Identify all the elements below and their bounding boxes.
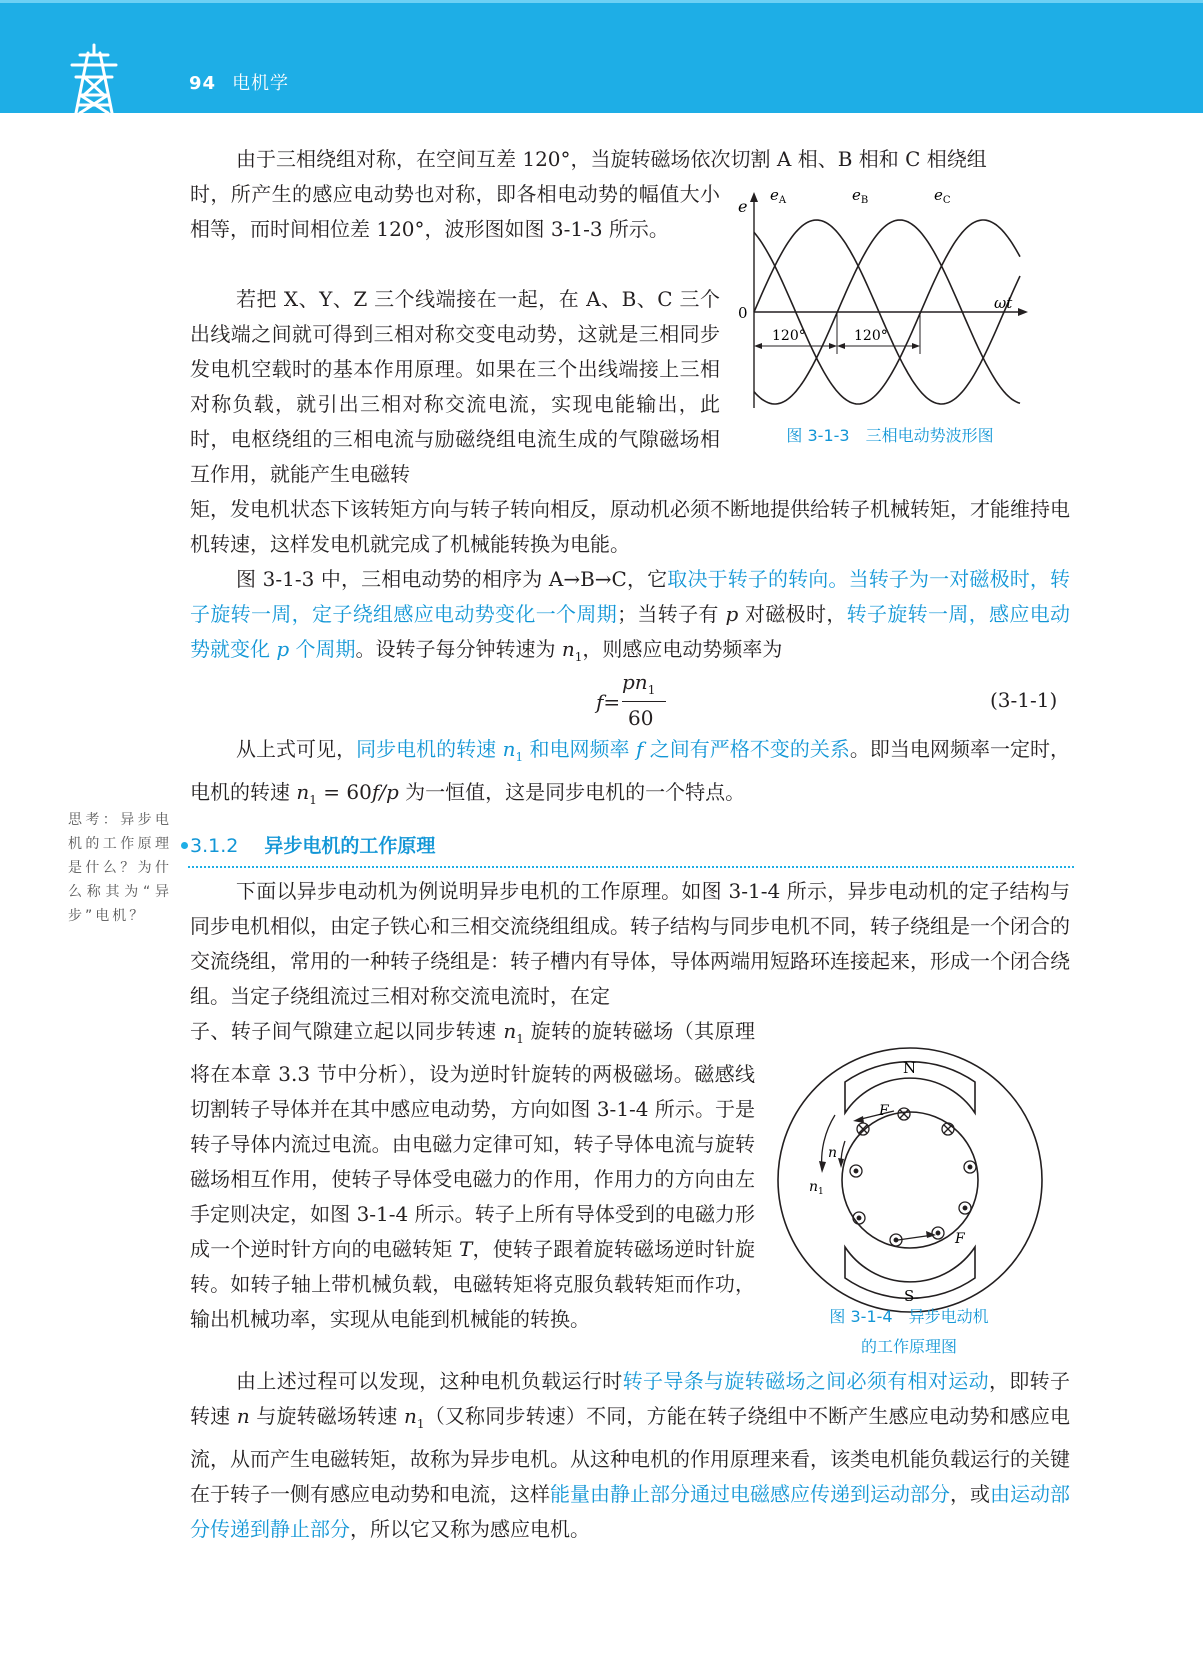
figure-3-1-4-caption-line-1: 图 3-1-4 异步电动机 [829, 1307, 989, 1326]
section-heading [188, 826, 1074, 868]
power-tower-logo-icon [66, 43, 122, 115]
conductor-dot-icon [850, 1165, 862, 1177]
label-eC: $e_C$ [934, 186, 951, 206]
angle-label-1: 120° [772, 328, 806, 344]
section-number: 3.1.2 [190, 835, 239, 857]
paragraph-1-rest: 时，所产生的感应电动势也对称，即各相电动势的幅值大小相等，而时间相位差 120°，波形图如图 3-1-3 所示。 [190, 182, 720, 241]
waveform-figure [730, 186, 1030, 416]
wt-axis-arrow-icon [1018, 308, 1028, 316]
e-axis-arrow-icon [750, 192, 758, 202]
axis-e-label: e [738, 197, 748, 216]
page-header [0, 0, 1203, 113]
pole-N-label: N [903, 1059, 917, 1077]
arrow-F2-icon [926, 1231, 936, 1238]
paragraph-3: 图 3-1-3 中，三相电动势的相序为 A→B→C，它取决于转子的转向。当转子为一对磁极时，转子旋转一周，定子绕组感应电动势变化一个周期；当转子有 p 对磁极时，转子旋转一周，感应电动势就变化 p 个周期。设转子每分钟转速为 $n_1$，则感应电动势频率为 [190, 567, 1071, 664]
figure-3-1-3-caption: 图 3-1-3 三相电动势波形图 [786, 426, 994, 445]
force-label-2: F [955, 1231, 965, 1247]
force-label-1: F [879, 1103, 889, 1119]
section-bullet-icon [181, 842, 188, 849]
conductor-cross-icon [942, 1123, 954, 1135]
conductor-dot-icon [853, 1212, 865, 1224]
margin-note: 思考：异步电机的工作原理是什么？为什么称其为“异步”电机？ [68, 812, 172, 924]
section-title: 异步电机的工作原理 [264, 835, 436, 857]
book-title: 电机学 [232, 73, 290, 94]
conductor-cross-icon [857, 1123, 869, 1135]
page-number: 94 [189, 73, 217, 94]
paragraph-5: 下面以异步电动机为例说明异步电机的工作原理。如图 3-1-4 所示，异步电动机的定子结构与同步电机相似，由定子铁心和三相交流绕组组成。转子结构与同步电机不同，转子绕组是一个闭合的交流绕组，常用的一种转子绕组是：转子槽内有导体，导体两端用短路环连接起来，形成一个闭合绕组。当定子绕组流过三相对称交流电流时，在定 [190, 879, 1070, 1008]
rotor-circle [842, 1112, 978, 1248]
conductor-dot-icon [959, 1202, 971, 1214]
conductor-dot-icon [932, 1227, 944, 1239]
arrow-n1-icon [819, 1161, 826, 1173]
label-eB: $e_B$ [852, 186, 869, 206]
paragraph-2-rest: 矩，发电机状态下该转矩方向与转子转向相反，原动机必须不断地提供给转子机械转矩，才能维持电机转速，这样发电机就完成了机械能转换为电能。 [190, 497, 1070, 556]
equation-number: (3-1-1) [990, 688, 1058, 712]
axis-wt-label: ωt [994, 294, 1013, 312]
origin-label: 0 [738, 304, 748, 322]
paragraph-6: 由上述过程可以发现，这种电机负载运行时转子导条与旋转磁场之间必须有相对运动，即转子转速 n 与旋转磁场转速 $n_1$（又称同步转速）不同，方能在转子绕组中不断产生感应电动势和感应电流，从而产生电磁转矩，故称为异步电机。从这种电机的作用原理来看，该类电机能负载运行的关键在于转子一侧有感应电动势和电流，这样能量由静止部分通过电磁感应传递到运动部分，或由运动部分传递到静止部分，所以它又称为感应电机。 [190, 1369, 1071, 1541]
label-eA: $e_A$ [770, 186, 787, 206]
speed-n-label: n [828, 1145, 838, 1161]
figure-3-1-4-caption [774, 1302, 1044, 1362]
paragraph-1-first-line: 由于三相绕组对称，在空间互差 120°，当旋转磁场依次切割 A 相、B 相和 C 相绕组 [236, 147, 987, 171]
paragraph-5-rest: 子、转子间气隙建立起以同步转速 $n_1$ 旋转的旋转磁场（其原理将在本章 3.3 节中分析），设为逆时针旋转的两极磁场。磁感线切割转子导体并在其中感应电动势，方向如图 3-1-4 所示。于是转子导体内流过电流。由电磁力定律可知，转子导体电流与旋转磁场相互作用，使转子导体受电磁力的作用，作用力的方向由左手定则决定，如图 3-1-4 所示。转子上所有导体受到的电磁力形成一个逆时针方向的电磁转矩 T，使转子跟着旋转磁场逆时针旋转。如转子轴上带机械负载，电磁转矩将克服负载转矩而作功，输出机械功率，实现从电能到机械能的转换。 [190, 1019, 756, 1331]
conductor-dot-icon [964, 1161, 976, 1173]
frequency-formula: f= $pn_1$ 60 [596, 670, 676, 736]
paragraph-2: 若把 X、Y、Z 三个线端接在一起，在 A、B、C 三个出线端之间就可得到三相对称交变电动势，这就是三相同步发电机空载时的基本作用原理。如果在三个出线端接上三相对称负载，就引出三相对称交流电流，实现电能输出，此时，电枢绕组的三相电流与励磁绕组电流生成的气隙磁场相互作用，就能产生电磁转 [190, 287, 720, 486]
arrow-F1-icon [853, 1116, 864, 1123]
paragraph-4: 从上式可见，同步电机的转速 $n_1$ 和电网频率 f 之间有严格不变的关系。即当电网频率一定时，电机的转速 $n_1 = 60f/p$ 为一恒值，这是同步电机的一个特点。 [190, 737, 1071, 807]
page-header-text [189, 69, 289, 95]
motor-figure [775, 1045, 1045, 1315]
angle-label-2: 120° [854, 328, 888, 344]
conductor-cross-icon [898, 1108, 910, 1120]
figure-3-1-4-caption-line-2: 的工作原理图 [860, 1337, 957, 1356]
speed-n1-label: $n_1$ [809, 1179, 824, 1197]
pole-S-label: S [904, 1287, 915, 1305]
